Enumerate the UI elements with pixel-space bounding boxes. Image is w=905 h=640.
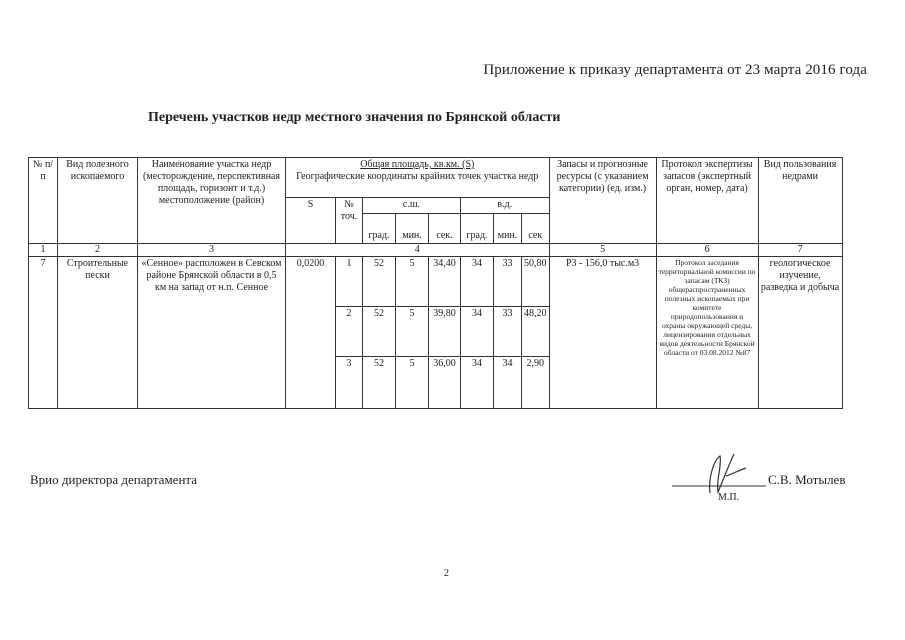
row-reserves: Р3 - 156,0 тыс.м3: [549, 257, 656, 409]
point-number: 1: [336, 257, 363, 307]
header-lon-sec: сек: [522, 214, 550, 244]
header-name: Наименование участка недр (месторождение, перспективная площадь, горизонт и т.д.) местоположение (район): [138, 158, 286, 244]
row-area: 0,0200: [286, 257, 336, 409]
row-usage: геологическое изучение, разведка и добыча: [758, 257, 842, 409]
header-s: S: [286, 198, 336, 244]
appendix-line: Приложение к приказу департамента от 23 марта 2016 года: [483, 62, 867, 78]
point-lon-deg: 34: [461, 257, 494, 307]
header-protocol: Протокол экспертизы запасов (экспертный орган, номер, дата): [656, 158, 758, 244]
signatory-position: Врио директора департамента: [30, 472, 198, 487]
colnum-6: 6: [656, 244, 758, 257]
colnum-4: 4: [286, 244, 550, 257]
point-lon-deg: 34: [461, 307, 494, 357]
point-lon-min: 33: [494, 257, 522, 307]
handwritten-signature: [670, 448, 770, 498]
point-lat-deg: 52: [363, 307, 396, 357]
header-coords-title: Географические координаты крайних точек участка недр: [296, 171, 539, 182]
point-lat-deg: 52: [363, 357, 396, 409]
row-name: «Сенное» расположен в Севском районе Брянской области в 0,5 км на запад от н.п. Сенное: [138, 257, 286, 409]
header-no: № п/п: [29, 158, 58, 244]
header-usage: Вид пользования недрами: [758, 158, 842, 244]
header-lat: с.ш.: [363, 198, 461, 214]
point-lon-min: 34: [494, 357, 522, 409]
colnum-3: 3: [138, 244, 286, 257]
header-area-title: Общая площадь, кв.км. (S): [360, 159, 475, 170]
point-lon-min: 33: [494, 307, 522, 357]
point-lat-min: 5: [396, 307, 429, 357]
point-number: 2: [336, 307, 363, 357]
stamp-place: М.П.: [718, 492, 740, 503]
point-lon-deg: 34: [461, 357, 494, 409]
page-number: 2: [444, 568, 449, 579]
colnum-1: 1: [29, 244, 58, 257]
point-lat-sec: 34,40: [429, 257, 461, 307]
point-lat-min: 5: [396, 357, 429, 409]
colnum-7: 7: [758, 244, 842, 257]
point-lat-min: 5: [396, 257, 429, 307]
header-lon-min: мин.: [494, 214, 522, 244]
header-lon-deg: град.: [461, 214, 494, 244]
point-lon-sec: 48,20: [522, 307, 550, 357]
header-area: [286, 158, 550, 198]
header-lon: в.д.: [461, 198, 550, 214]
point-lat-deg: 52: [363, 257, 396, 307]
header-kind: Вид полезного ископаемого: [58, 158, 138, 244]
colnum-2: 2: [58, 244, 138, 257]
colnum-5: 5: [549, 244, 656, 257]
header-reserves: Запасы и прогнозные ресурсы (с указанием категории) (ед. изм.): [549, 158, 656, 244]
header-lat-sec: сек.: [429, 214, 461, 244]
row-kind: Строительные пески: [58, 257, 138, 409]
signatory-name: С.В. Мотылев: [768, 472, 846, 487]
row-protocol: Протокол заседания территориальной комиссии по запасам (ТКЗ) общераспространенных полезных ископаемых при комитете природопользования и охраны окружающей среды, лицензирования отдельных видов деятельности Брянской области от 03.08.2012 №87: [656, 257, 758, 409]
point-number: 3: [336, 357, 363, 409]
header-point: № точ.: [336, 198, 363, 244]
point-lon-sec: 2,90: [522, 357, 550, 409]
document-title: Перечень участков недр местного значения по Брянской области: [148, 110, 561, 125]
row-no: 7: [29, 257, 58, 409]
header-lat-deg: град.: [363, 214, 396, 244]
point-lat-sec: 36,00: [429, 357, 461, 409]
point-lon-sec: 50,80: [522, 257, 550, 307]
point-lat-sec: 39,80: [429, 307, 461, 357]
subsoil-plots-table: [28, 157, 843, 409]
header-lat-min: мин.: [396, 214, 429, 244]
